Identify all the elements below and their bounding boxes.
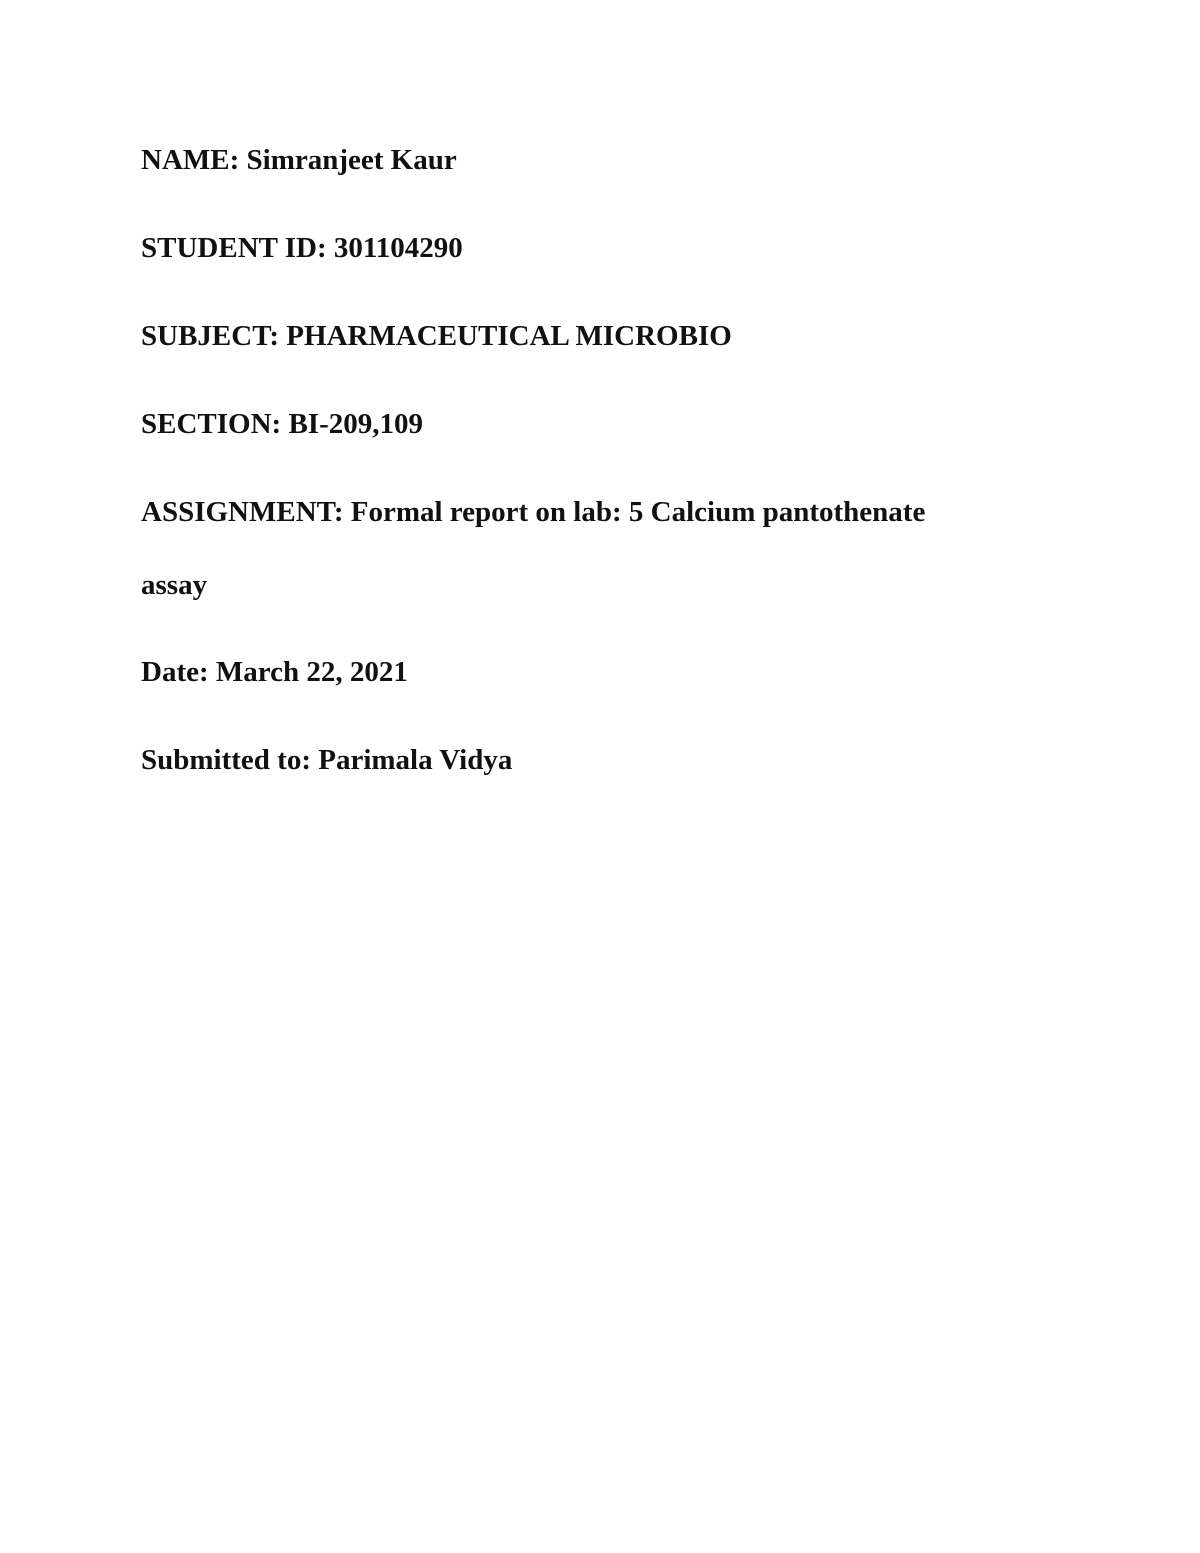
name-line: NAME: Simranjeet Kaur [141,144,457,176]
student-id-line: STUDENT ID: 301104290 [141,232,463,264]
date-line: Date: March 22, 2021 [141,656,408,688]
subject-line: SUBJECT: PHARMACEUTICAL MICROBIO [141,320,732,352]
assignment-line-continued: assay [141,569,208,601]
submitted-to-line: Submitted to: Parimala Vidya [141,744,513,776]
section-line: SECTION: BI-209,109 [141,408,423,440]
assignment-line: ASSIGNMENT: Formal report on lab: 5 Calcium pantothenate [141,496,926,528]
